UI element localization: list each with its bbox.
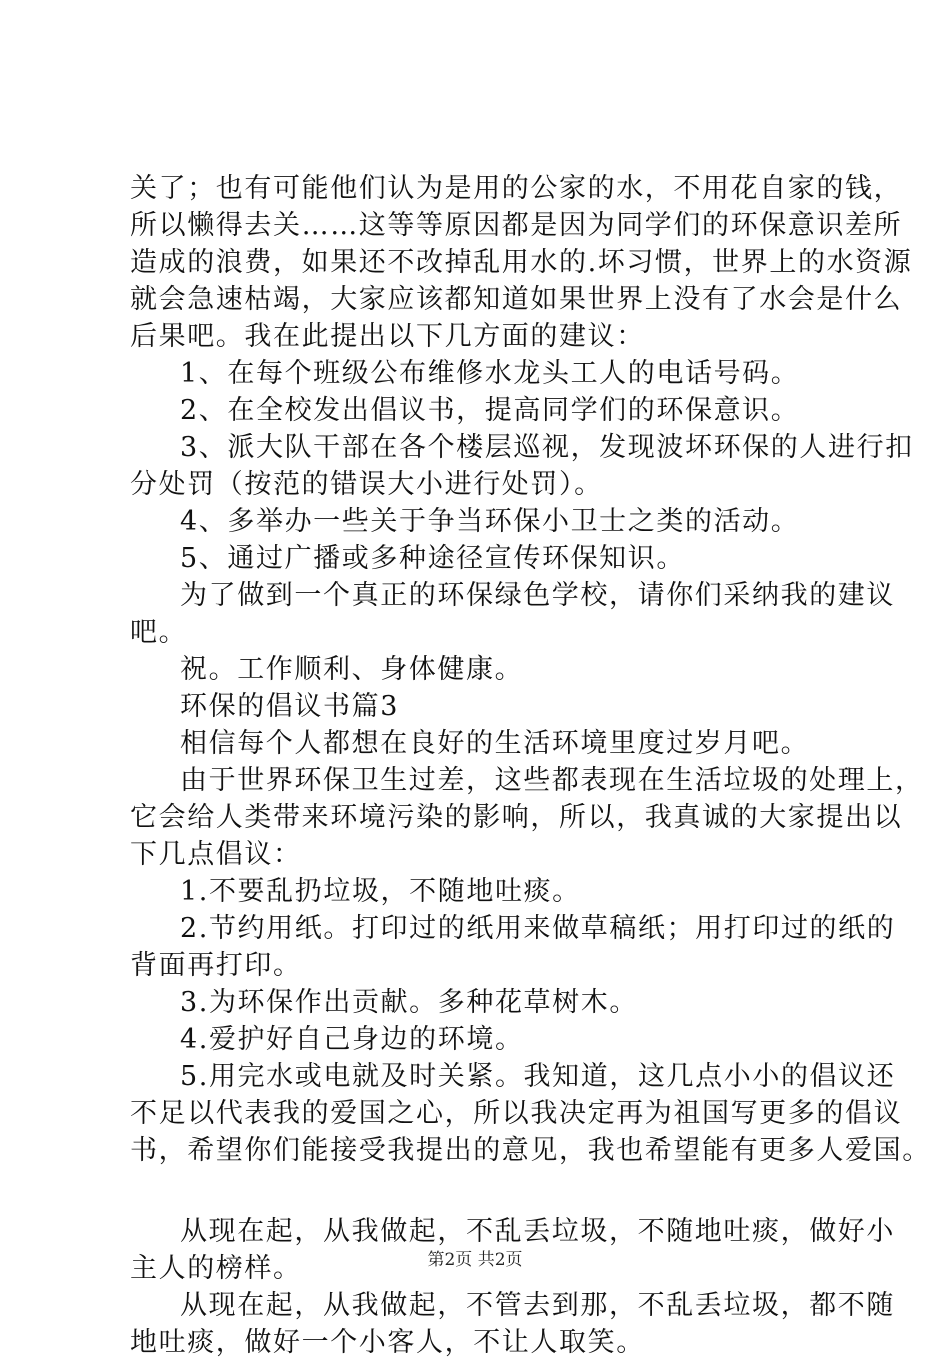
text-line: 4、多举办一些关于争当环保小卫士之类的活动。 [180,506,800,537]
text-line: 后果吧。我在此提出以下几方面的建议： [130,321,645,352]
text-line: 2、在全校发出倡议书，提高同学们的环保意识。 [180,395,800,426]
text-line: 就会急速枯竭，大家应该都知道如果世界上没有了水会是什么 [130,284,903,315]
text-line: 相信每个人都想在良好的生活环境里度过岁月吧。 [180,728,810,759]
text-line: 关了；也有可能他们认为是用的公家的水，不用花自家的钱， [130,173,903,204]
text-line: 书，希望你们能接受我提出的意见，我也希望能有更多人爱国。 [130,1135,931,1166]
text-line: 环保的倡议书篇3 [180,691,399,722]
text-line: 由于世界环保卫生过差，这些都表现在生活垃圾的处理上， [180,765,924,796]
text-line: 吧。 [130,617,188,648]
text-line: 1.不要乱扔垃圾，不随地吐痰。 [180,876,581,907]
text-line: 地吐痰，做好一个小客人，不让人取笑。 [130,1327,645,1358]
text-line: 不足以代表我的爱国之心，所以我决定再为祖国写更多的倡议 [130,1098,903,1129]
text-line: 5、通过广播或多种途径宣传环保知识。 [180,543,685,574]
text-line: 造成的浪费，如果还不改掉乱用水的.坏习惯，世界上的水资源 [130,247,913,278]
text-line: 从现在起，从我做起，不乱丢垃圾，不随地吐痰，做好小 [180,1216,895,1247]
text-line: 4.爱护好自己身边的环境。 [180,1024,524,1055]
text-line: 背面再打印。 [130,950,302,981]
page-footer: 第2页 共2页 [427,1250,523,1270]
text-line: 为了做到一个真正的环保绿色学校，请你们采纳我的建议 [180,580,895,611]
paragraph-gap [130,1169,842,1213]
text-line: 1、在每个班级公布维修水龙头工人的电话号码。 [180,358,800,389]
text-line: 主人的榜样。 [130,1253,302,1284]
text-line: 5.用完水或电就及时关紧。我知道，这几点小小的倡议还 [180,1061,896,1092]
text-line: 分处罚（按范的错误大小进行处罚）。 [130,469,603,500]
text-line: 它会给人类带来环境污染的影响，所以，我真诚的大家提出以 [130,802,903,833]
text-line: 祝。工作顺利、身体健康。 [180,654,524,685]
text-line: 2.节约用纸。打印过的纸用来做草稿纸；用打印过的纸的 [180,913,896,944]
document-body [130,170,931,1361]
text-line: 3.为环保作出贡献。多种花草树木。 [180,987,638,1018]
text-line: 3、派大队干部在各个楼层巡视，发现波坏环保的人进行扣 [180,432,914,463]
text-line: 下几点倡议： [130,839,302,870]
text-line: 从现在起，从我做起，不管去到那，不乱丢垃圾，都不随 [180,1290,895,1321]
text-line: 所以懒得去关……这等等原因都是因为同学们的环保意识差所 [130,210,903,241]
